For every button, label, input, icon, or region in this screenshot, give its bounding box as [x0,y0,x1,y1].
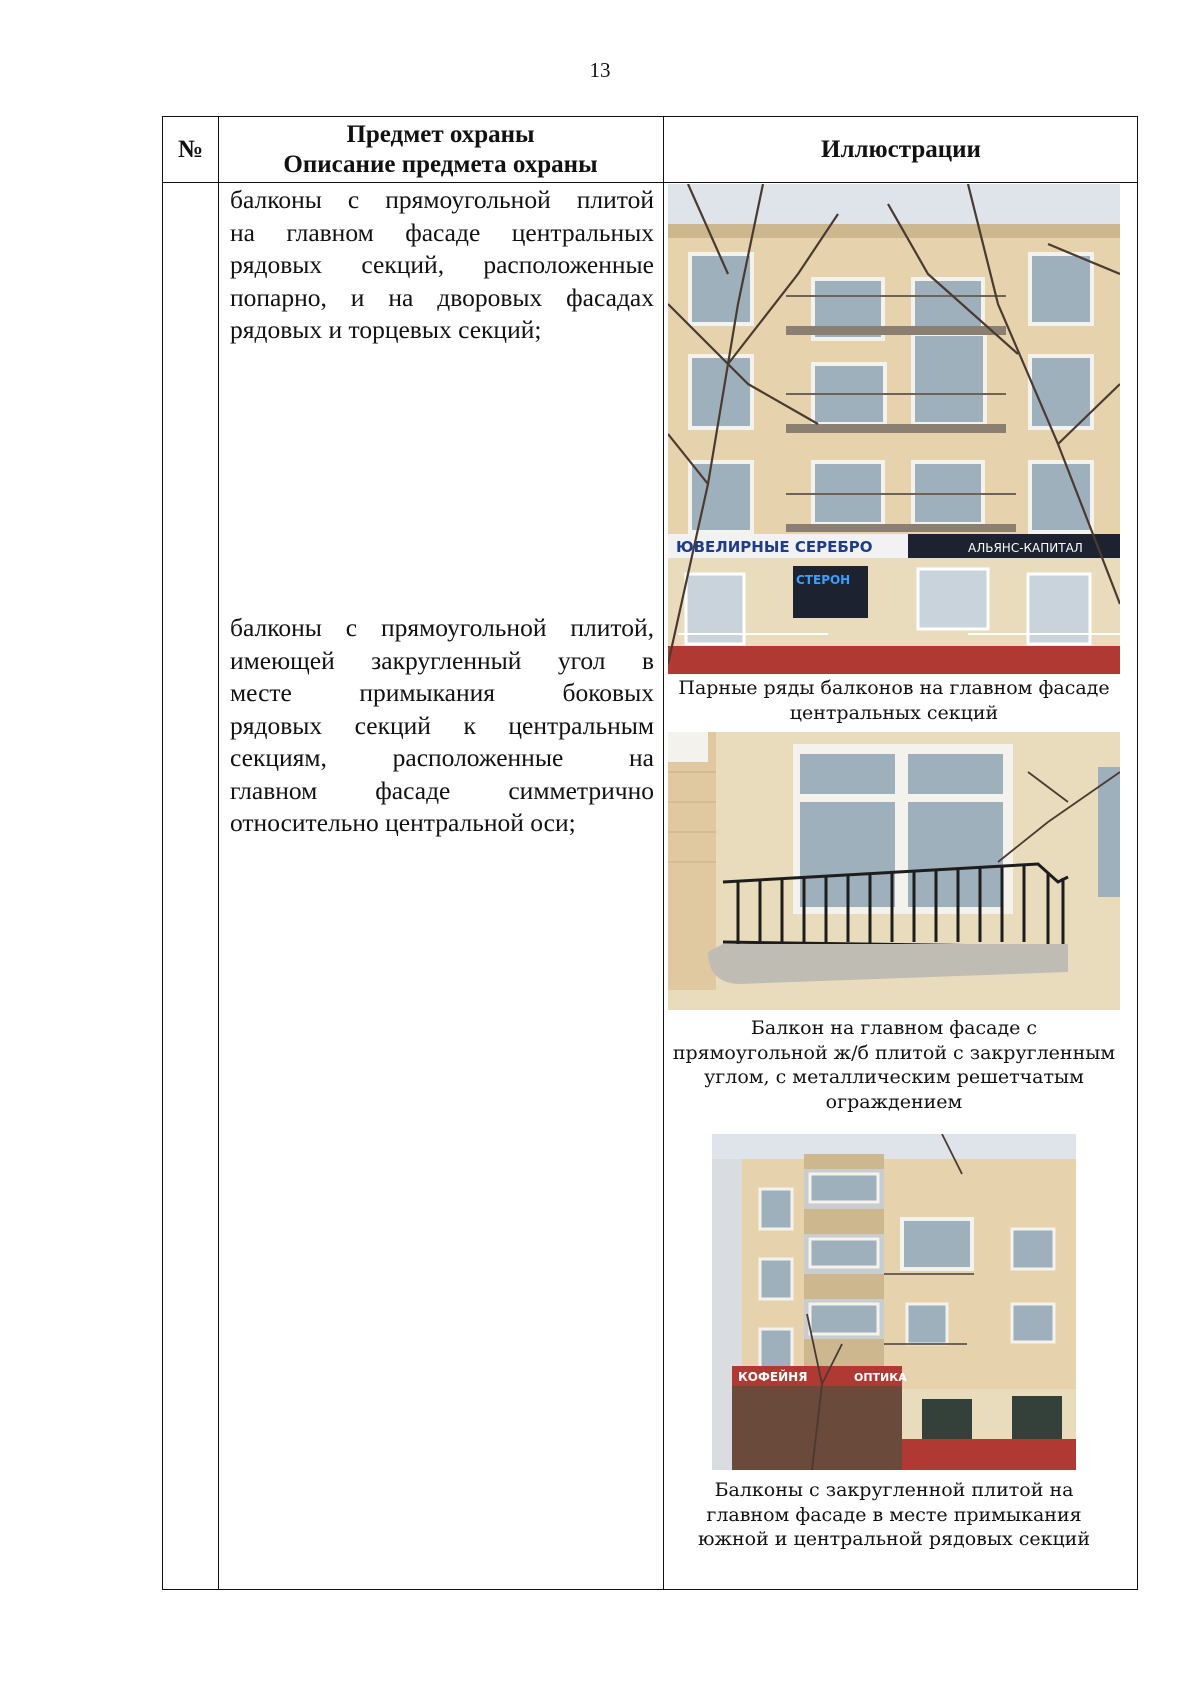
header-divider [163,182,1137,183]
caption-line: Балкон на главном фасаде с [750,1017,1038,1039]
description-line: на главном фасаде центральных [230,217,654,247]
sign-text-blue: СТЕРОН [796,573,851,587]
caption-rounded-balconies [668,1478,1120,1552]
column-divider [663,117,664,1589]
description-line: имеющей закругленный угол в [230,645,654,675]
description-line: секциям, расположенные на [230,743,654,772]
caption-line: Парные ряды балконов на главном фасаде [678,677,1110,699]
caption-paired-balconies [668,676,1120,725]
caption-line: центральных секций [789,701,999,724]
description-rectangular-balconies [230,184,654,347]
caption-balcony-railing [668,1016,1120,1114]
header-number: № [177,135,204,163]
description-line: месте примыкания боковых [230,678,654,707]
description-line: относительно центральной оси; [230,808,576,837]
description-rounded-balconies [230,612,654,840]
sign-text-left: ЮВЕЛИРНЫЕ СЕРЕБРО [676,538,873,556]
description-line: рядовых и торцевых секций; [230,315,542,344]
column-divider [218,117,219,1589]
description-line: попарно, и на дворовых фасадах [230,282,654,312]
photo-rounded-balconies [712,1134,1076,1470]
page-number: 13 [589,58,611,82]
sign-text-optics: ОПТИКА [854,1371,907,1384]
header-subject-title: Предмет охраны [346,120,535,148]
header-subject-description: Описание предмета охраны [283,150,598,178]
caption-line: Балконы с закругленной плитой на [714,1479,1074,1501]
header-subject [218,117,663,182]
photo-balcony-railing [668,732,1120,1010]
sign-text-right: АЛЬЯНС-КАПИТАЛ [968,541,1083,555]
description-line: балконы с прямоугольной плитой, [230,613,654,642]
caption-line: южной и центральной рядовых секций [697,1528,1091,1550]
sign-text-cafe: КОФЕЙНЯ [738,1370,808,1384]
description-line: рядовых секций к центральным [230,710,654,740]
description-line: рядовых секций, расположенные [230,250,654,279]
description-line: главном фасаде симметрично [230,775,654,805]
caption-line: главном фасаде в месте примыкания [706,1503,1082,1526]
photo-paired-balconies [668,184,1120,674]
caption-line: углом, с металлическим решетчатым [704,1066,1084,1088]
header-illustrations: Иллюстрации [821,135,981,163]
caption-line: ограждением [825,1090,963,1113]
caption-line: прямоугольной ж/б плитой с закругленным [672,1041,1116,1064]
description-line: балконы с прямоугольной плитой [230,185,654,214]
